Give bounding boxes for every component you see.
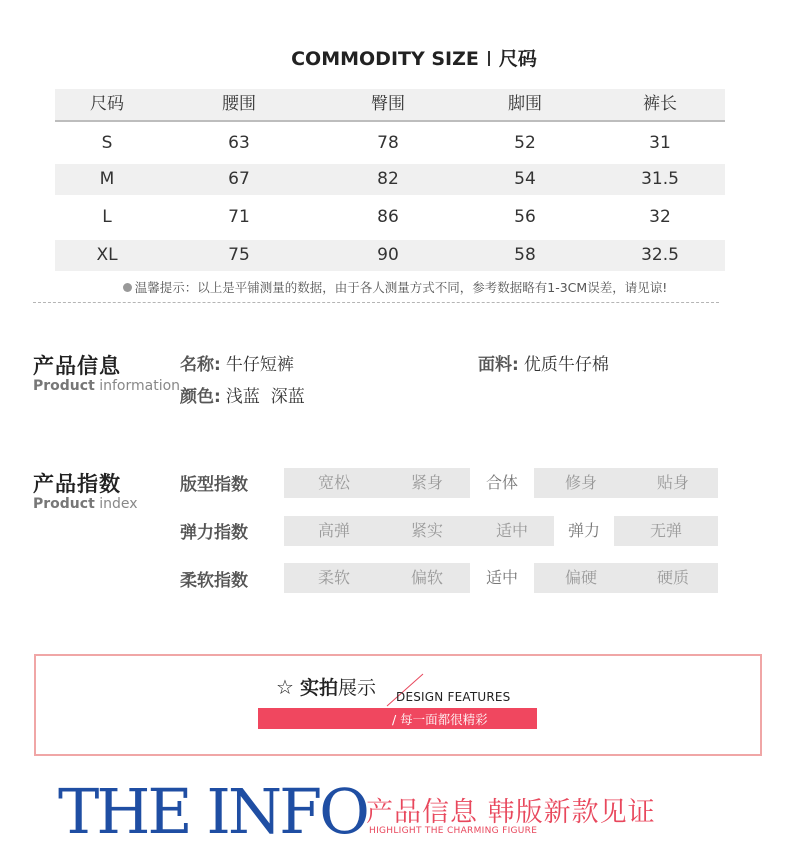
info-name: [180, 350, 294, 375]
banner-title-bold: 实拍: [300, 677, 339, 699]
title-separator: [488, 51, 490, 66]
cell-leg-opening: 54: [514, 169, 536, 189]
info-color-value: 浅蓝 深蓝: [225, 387, 305, 407]
cell-leg-opening: 56: [514, 207, 536, 227]
header-hip: 臀围: [371, 94, 405, 114]
cell-length: 31: [649, 133, 671, 153]
subtitle-bold: Product: [33, 496, 95, 512]
index-option: 贴身: [628, 468, 718, 498]
info-color-label: 颜色:: [180, 387, 221, 407]
info-fabric-value: 优质牛仔棉: [523, 355, 609, 375]
info-fabric: [478, 350, 609, 375]
cell-leg-opening: 58: [514, 245, 536, 265]
index-option-selected: 弹力: [554, 516, 614, 546]
index-option-selected: 适中: [470, 563, 534, 593]
cell-waist: 71: [228, 207, 250, 227]
index-option: 偏软: [384, 563, 470, 593]
cell-hip: 82: [377, 169, 399, 189]
subtitle-rest: information: [94, 378, 181, 394]
banner-slogan: / 每一面都很精彩: [392, 712, 488, 727]
cell-size: L: [102, 207, 112, 227]
elasticity-index-label: 弹力指数: [180, 523, 248, 543]
elasticity-index-scale: [284, 516, 718, 546]
cell-hip: 78: [377, 133, 399, 153]
index-option: 适中: [470, 516, 554, 546]
index-option: 宽松: [284, 468, 384, 498]
index-option: 硬质: [628, 563, 718, 593]
size-table-row: [55, 128, 725, 159]
cell-waist: 67: [228, 169, 250, 189]
info-name-label: 名称:: [180, 355, 221, 375]
size-note-text: 温馨提示：以上是平铺测量的数据，由于各人测量方式不同，参考数据略有1-3CM误差，请见谅!: [134, 280, 668, 295]
index-option: 高弹: [284, 516, 384, 546]
header-length: 裤长: [643, 94, 677, 114]
header-waist: 腰围: [222, 94, 256, 114]
info-name-value: 牛仔短裤: [225, 355, 294, 375]
banner-title: [300, 673, 376, 700]
softness-index-label: 柔软指数: [180, 571, 248, 591]
header-leg-opening: 脚围: [508, 94, 542, 114]
banner-title-rest: 展示: [338, 677, 377, 699]
index-option: 无弹: [614, 516, 718, 546]
theinfo-title: 产品信息 韩版新款见证: [366, 797, 656, 828]
cell-hip: 90: [377, 245, 399, 265]
product-info-title: 产品信息: [33, 354, 121, 378]
cell-size: S: [101, 133, 113, 153]
cell-waist: 63: [228, 133, 250, 153]
index-option: 紧实: [384, 516, 470, 546]
info-color: [180, 382, 305, 407]
cell-waist: 75: [228, 245, 250, 265]
fit-index-scale: [284, 468, 718, 498]
index-option: 偏硬: [534, 563, 628, 593]
size-table-row: [55, 240, 725, 271]
header-size: 尺码: [90, 94, 124, 114]
size-table-row: [55, 164, 725, 195]
cell-leg-opening: 52: [514, 133, 536, 153]
cell-length: 32.5: [641, 245, 679, 265]
softness-index-scale: [284, 563, 718, 593]
index-option: 紧身: [384, 468, 470, 498]
size-title-en: COMMODITY SIZE: [291, 48, 479, 70]
cell-size: M: [99, 169, 115, 189]
index-option: 修身: [534, 468, 628, 498]
size-note: [0, 278, 790, 296]
star-icon: ☆: [276, 675, 294, 699]
size-section-title: [0, 44, 790, 71]
dashed-divider: [33, 302, 719, 303]
fit-index-label: 版型指数: [180, 475, 248, 495]
product-index-title: 产品指数: [33, 472, 121, 496]
index-option-selected: 合体: [470, 468, 534, 498]
product-index-subtitle: [33, 496, 138, 512]
cell-size: XL: [96, 245, 118, 265]
bullet-dot-icon: [123, 283, 132, 292]
index-option: 柔软: [284, 563, 384, 593]
size-title-cn: 尺码: [498, 48, 537, 70]
cell-length: 32: [649, 207, 671, 227]
theinfo-subtitle: HIGHLIGHT THE CHARMING FIGURE: [369, 826, 538, 836]
banner-subtitle: DESIGN FEATURES: [396, 690, 511, 704]
cell-length: 31.5: [641, 169, 679, 189]
product-info-subtitle: [33, 378, 180, 394]
subtitle-rest: index: [94, 496, 138, 512]
theinfo-logo: THE INFO: [58, 775, 367, 848]
size-table-row: [55, 202, 725, 233]
cell-hip: 86: [377, 207, 399, 227]
subtitle-bold: Product: [33, 378, 95, 394]
info-fabric-label: 面料:: [478, 355, 519, 375]
size-table-header: [55, 89, 725, 122]
